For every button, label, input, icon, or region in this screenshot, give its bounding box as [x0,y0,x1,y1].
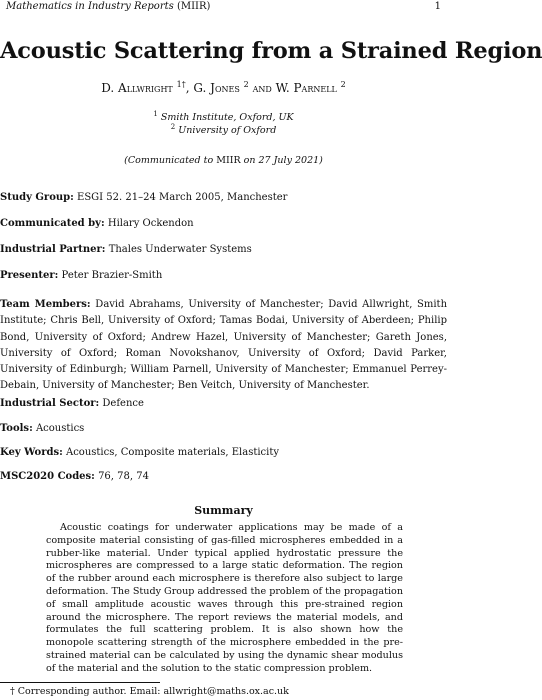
author-line: D. Allwright $^{1\dagger}$, G. Jones $^2$ and W. Parnell $^2$ [101,80,346,95]
author-name: G. Jones [193,81,240,95]
affiliation: $^2$ University of Oxford [170,123,277,137]
presenter-field: Presenter: Peter Brazier-Smith [0,270,163,281]
author-mark: 2 [340,80,346,89]
page-number: 1 [434,1,441,12]
key-words-field: Key Words: Acoustics, Composite materials, Elasticity [0,447,280,458]
author-name: D. Allwright [101,81,173,95]
running-head [6,1,210,12]
tools-field: Tools: Acoustics [0,423,85,434]
study-group-field: Study Group: ESGI 52. 21–24 March 2005, Manchester [0,192,288,203]
footnote: † Corresponding author. Email: allwright@maths.ox.ac.uk [10,686,289,697]
paper-title: Acoustic Scattering from a Strained Region [0,38,542,64]
communicated-by-field: Communicated by: Hilary Ockendon [0,218,194,229]
author-name: W. Parnell [275,81,337,95]
summary-heading: Summary [194,504,253,517]
industrial-sector-field: Industrial Sector: Defence [0,398,144,409]
author-and: and [252,81,272,95]
author-mark: 2 [243,80,249,89]
journal-name: Mathematics in Industry Reports [6,1,174,12]
communicated-line: (Communicated to MIIR on 27 July 2021) [124,155,323,166]
msc-codes-field: MSC2020 Codes: 76, 78, 74 [0,471,149,482]
team-members-field: Team Members: David Abrahams, University of Manchester; David Allwright, Smith Institute; Chris Bell, University of Oxford; Tamas Bodai, University of Aberdeen; Philip Bond, University of Oxford; Andrew Hazel, University of Manchester; Gareth Jones, University of Oxford; Roman Novokshanov, University of Oxford; David Parker, University of Edinburgh; William Parnell, University of Manchester; Emmanuel Perrey-Debain, University of Manchester; Ben Veitch, University of Manchester. [0,299,448,392]
industrial-partner-field: Industrial Partner: Thales Underwater Systems [0,244,252,255]
footnote-rule [0,682,160,683]
affiliation: $^1$ Smith Institute, Oxford, UK [153,110,294,124]
author-mark: 1† [176,80,186,89]
summary-text: Acoustic coatings for underwater applications may be made of a composite material consisting of gas-filled microspheres embedded in a rubber-like material. Under typical applied hydrostatic pressure the microspheres are compressed to a large static deformation. The region of the rubber around each microsphere is therefore also subject to large deformation. The Study Group addressed the problem of the propagation of small amplitude acoustic waves through this pre-strained region around the microsphere. The report reviews the material models, and formulates the full scattering problem. It is also shown how the monopole scattering strength of the microsphere embedded in the pre-strained material can be calculated by using the dynamic shear modulus of the material and the solution to the static compression problem. [46,522,403,674]
journal-abbr: (MIIR) [176,1,211,12]
